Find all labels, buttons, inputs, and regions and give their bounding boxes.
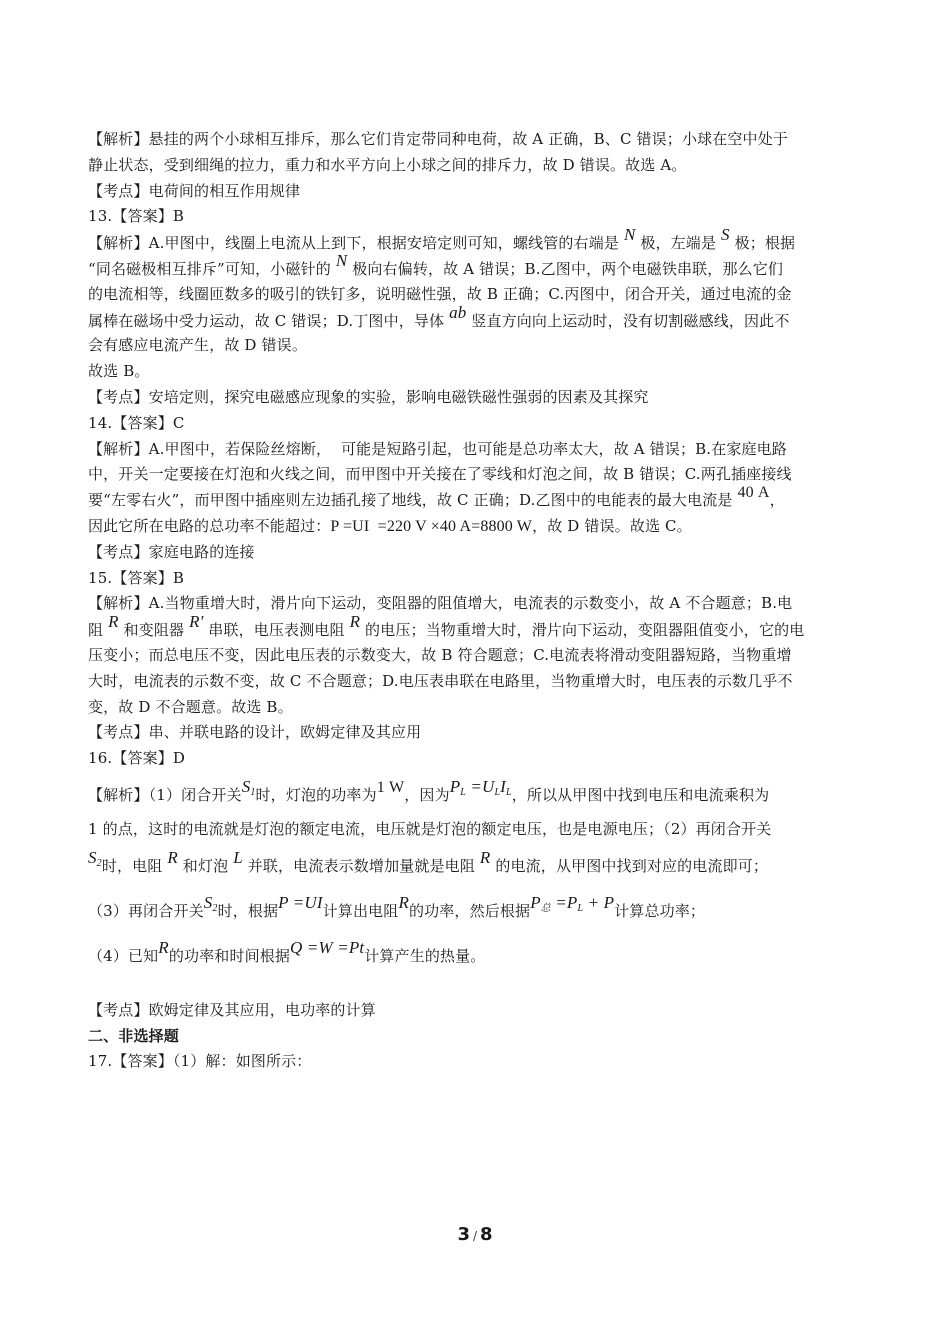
text-line: 属棒在磁场中受力运动，故 C 错误；D.丁图中，导体 ab 竖直方向向上运动时，没有切割磁感线，因此不	[88, 302, 790, 330]
section-heading: 二、非选择题	[88, 1026, 179, 1045]
text-line: 压变小；而总电压不变，因此电压表的示数变大，故 B 符合题意；C.电流表将滑动变阻器短路，当物重增	[88, 645, 792, 664]
text-line: 会有感应电流产生，故 D 错误。	[88, 336, 307, 355]
page-separator: /	[472, 1229, 478, 1243]
text-line: 【考点】串、并联电路的设计，欧姆定律及其应用	[88, 723, 422, 742]
text-line: 【解析】A.甲图中，若保险丝熔断， 可能是短路引起，也可能是总功率太大，故 A 错误；B.在家庭电路	[88, 439, 787, 458]
math-pl-eq: $P_L =U_LI_L$	[449, 776, 512, 798]
math-r-prime: R'	[189, 612, 204, 632]
text-line: 【解析】悬挂的两个小球相互排斥，那么它们肯定带同种电荷，故 A 正确，B、C 错误；小球在空中处于	[88, 130, 788, 148]
math-n-pole: N	[623, 225, 636, 245]
math-s-pole: S	[721, 225, 730, 245]
text-line: 阻 R 和变阻器 R' 串联，电压表测电阻 R 的电压；当物重增大时，滑片向下运动，变阻器阻值变小，它的电	[88, 612, 805, 640]
math-s2: $S_2$	[203, 892, 218, 914]
text-line: 17.【答案】（1）解：如图所示：	[88, 1052, 312, 1071]
math-s2: $S_2$	[88, 847, 102, 869]
math-r: R	[108, 612, 119, 632]
text-line: 故选 B。	[88, 362, 150, 381]
answer-document	[88, 127, 864, 1075]
math-current: 40 A	[737, 484, 770, 502]
text-line: 【解析】A.当物重增大时，滑片向下运动，变阻器的阻值增大，电流表的示数变小，故 A 不合题意；B.电	[88, 594, 793, 613]
text-line: 的电流相等，线圈匝数多的吸引的铁钉多，说明磁性强，故 B 正确；C.丙图中，闭合开关，通过电流的金	[88, 284, 792, 303]
math-r: R	[167, 847, 178, 867]
text-line: 中，开关一定要接在灯泡和火线之间，而甲图中开关接在了零线和灯泡之间，故 B 错误；C.两孔插座接线	[88, 465, 792, 484]
total-pages: 8	[480, 1224, 493, 1245]
text-line: 【解析】（1）闭合开关$S_1$时，灯泡的功率为1 W，因为$P_L =U_LI_L$，所以从甲图中找到电压和电流乘积为	[88, 776, 770, 804]
text-line: 【考点】家庭电路的连接	[88, 542, 255, 561]
text-line: 静止状态，受到细绳的拉力，重力和水平方向上小球之间的排斥力，故 D 错误。故选 A。	[88, 155, 687, 174]
text-line: 15.【答案】B	[88, 568, 185, 587]
math-r: R	[158, 937, 169, 957]
math-r: R	[349, 612, 361, 632]
text-line: 因此它所在电路的总功率不能超过：P =UI =220 V ×40 A=8800 W，故 D 错误。故选 C。	[88, 516, 692, 535]
spacer	[88, 978, 864, 998]
text-line: $S_2$时，电阻 R 和灯泡 L 并联，电流表示数增加量就是电阻 R 的电流，从甲图中找到对应的电流即可；	[88, 847, 769, 875]
page-number	[0, 1224, 950, 1245]
math-q-eq: Q =W =Pt	[290, 937, 365, 957]
text-line: 【解析】A.甲图中，线圈上电流从上到下，根据安培定则可知，螺线管的右端是 N 极，左端是 S 极；根据	[88, 225, 796, 253]
math-n-pole: N	[335, 250, 348, 270]
text-line: 【考点】欧姆定律及其应用，电功率的计算	[88, 1000, 376, 1019]
math-p-total: $P_总 =P_L + P$	[530, 892, 615, 914]
text-line: 13.【答案】B	[88, 207, 185, 226]
text-line: 【考点】安培定则，探究电磁感应现象的实验，影响电磁铁磁性强弱的因素及其探究	[88, 387, 649, 406]
math-s1: $S_1$	[241, 776, 256, 798]
text-line: 要“左零右火”，而甲图中插座则左边插孔接了地线，故 C 正确；D.乙图中的电能表的最大电流是 40 A，	[88, 484, 785, 510]
math-power-eq: P =UI =220 V ×40 A=8800 W	[330, 517, 533, 535]
text-line: （4）已知R的功率和时间根据Q =W =Pt计算产生的热量。	[88, 937, 486, 965]
math-r: R	[398, 892, 409, 912]
math-r: R	[479, 847, 491, 867]
text-line: 变，故 D 不合题意。故选 B。	[88, 697, 293, 716]
text-line: （3）再闭合开关$S_2$时，根据P =UI计算出电阻R的功率，然后根据$P_总 =P_L + P$计算总功率；	[88, 892, 706, 920]
text-line: 14.【答案】C	[88, 413, 185, 432]
text-line: 1 的点，这时的电流就是灯泡的额定电流，电压就是灯泡的额定电压，也是电源电压；（2）再闭合开关	[88, 819, 772, 838]
math-ab: ab	[449, 302, 467, 322]
text-line: “同名磁极相互排斥”可知，小磁针的 N 极向右偏转，故 A 错误；B.乙图中，两个电磁铁串联，那么它们	[88, 250, 784, 278]
math-one-watt: 1 W	[376, 778, 405, 796]
text-line: 16.【答案】D	[88, 749, 186, 768]
math-p-ui: P =UI	[278, 892, 323, 912]
math-l: L	[233, 847, 243, 867]
text-line: 【考点】电荷间的相互作用规律	[88, 181, 301, 200]
current-page: 3	[457, 1224, 470, 1245]
text-line: 大时，电流表的示数不变，故 C 不合题意；D.电压表串联在电路里，当物重增大时，电压表的示数几乎不	[88, 671, 793, 690]
